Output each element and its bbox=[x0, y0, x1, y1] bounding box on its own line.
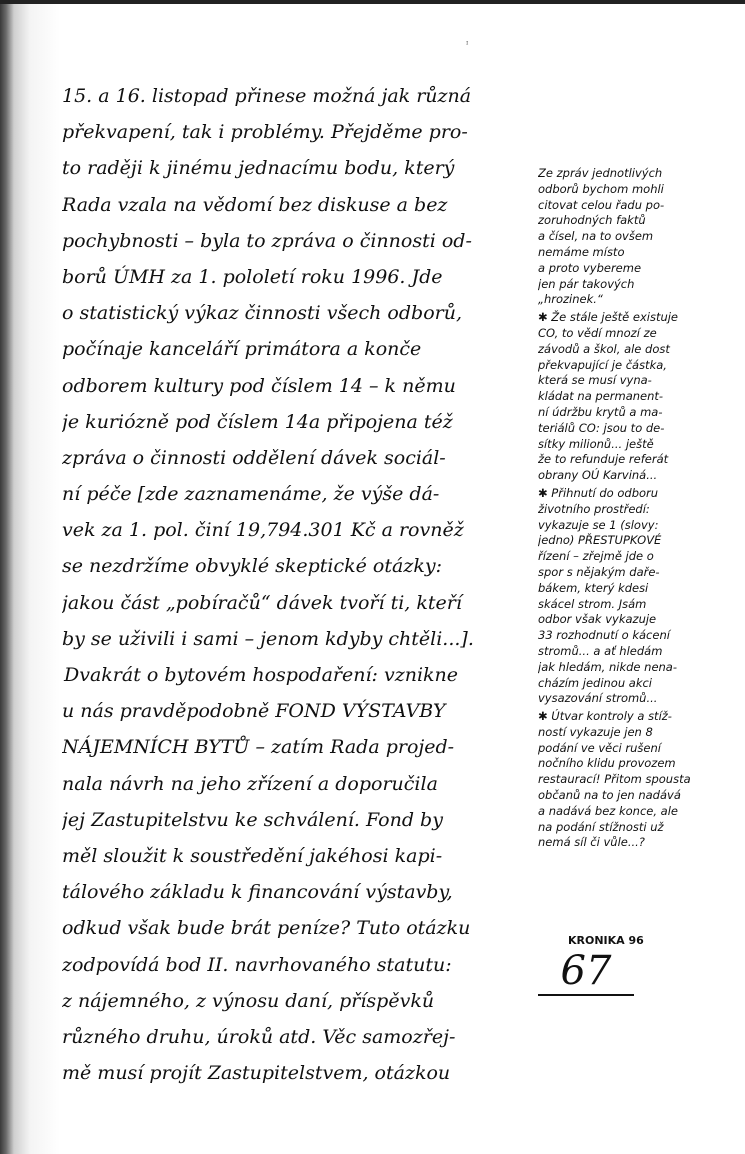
margin-note-line: vykazuje se 1 (slovy: bbox=[538, 517, 659, 532]
margin-note-line: řízení – zřejmě jde o bbox=[538, 549, 654, 564]
margin-note-line: cházím jedinou akci bbox=[538, 675, 653, 690]
margin-note-line: ✱ Přihnutí do odboru bbox=[538, 485, 659, 500]
margin-note-line: stromů... a ať hledám bbox=[538, 643, 663, 658]
margin-note-line: jedno) PŘESTUPKOVÉ bbox=[538, 533, 662, 548]
margin-note-line: a nadává bez konce, ale bbox=[538, 803, 678, 818]
main-text-line: jej Zastupitelstvu ke schválení. Fond by bbox=[62, 808, 443, 831]
margin-note-line: ✱ Útvar kontroly a stíž- bbox=[538, 709, 672, 724]
margin-note-line: sítky milionů... ještě bbox=[538, 436, 654, 451]
main-text-line: vek za 1. pol. činí 19,794.301 Kč a rovněž bbox=[62, 519, 464, 542]
main-text-line: ní péče [zde zaznamenáme, že výše dá- bbox=[62, 483, 440, 506]
main-text-line: odborem kultury pod číslem 14 – k němu bbox=[62, 374, 456, 397]
margin-note-line: odborů bychom mohli bbox=[538, 181, 664, 196]
margin-note-line: nemáme místo bbox=[538, 244, 625, 259]
margin-note-line: citovat celou řadu po- bbox=[538, 197, 665, 212]
main-text-line: nala návrh na jeho zřízení a doporučila bbox=[62, 772, 438, 795]
margin-note-line: občanů na to jen nadává bbox=[538, 788, 681, 803]
margin-note-line: ností vykazuje jen 8 bbox=[538, 724, 653, 739]
main-text-line: zpráva o činnosti oddělení dávek sociál- bbox=[62, 446, 446, 469]
margin-note-line: spor s nějakým daře- bbox=[538, 564, 660, 579]
page-number: 67 bbox=[538, 948, 634, 996]
margin-note-line: nočního klidu provozem bbox=[538, 756, 676, 771]
main-handwritten-text bbox=[62, 78, 530, 1091]
margin-note-line: bákem, který kdesi bbox=[538, 580, 649, 595]
main-text-line: je kuriózně pod číslem 14a připojena též bbox=[62, 410, 453, 433]
margin-note-line: restaurací! Přitom spousta bbox=[538, 772, 691, 787]
margin-note-line: překvapující je částka, bbox=[538, 357, 667, 372]
margin-note-line: 33 rozhodnutí o kácení bbox=[538, 628, 670, 643]
margin-note-line: kládat na permanent- bbox=[538, 389, 664, 404]
main-text-line: různého druhu, úroků atd. Věc samozřej- bbox=[62, 1025, 456, 1048]
main-text-line: měl sloužit k soustředění jakéhosi kapi- bbox=[62, 844, 443, 867]
main-text-line: borů ÚMH za 1. pololetí roku 1996. Jde bbox=[62, 265, 443, 288]
main-text-line: by se uživili i sami – jenom kdyby chtěli...]. bbox=[62, 627, 474, 650]
margin-note-line: Ze zpráv jednotlivých bbox=[538, 166, 663, 180]
margin-note-line: odbor však vykazuje bbox=[538, 612, 657, 627]
margin-note-line: ✱ Že stále ještě existuje bbox=[538, 310, 679, 325]
main-text-line: překvapení, tak i problémy. Přejděme pro- bbox=[62, 121, 468, 144]
margin-note-line: podání ve věci rušení bbox=[538, 740, 661, 755]
main-text-line: NÁJEMNÍCH BYTŮ – zatím Rada projed- bbox=[62, 736, 455, 759]
margin-note-line: jak hledám, nikde nena- bbox=[538, 659, 677, 674]
margin-note-line: CO, to vědí mnozí ze bbox=[538, 325, 657, 340]
margin-note-line: životního prostředí: bbox=[538, 501, 650, 516]
main-text-line: pochybnosti – byla to zpráva o činnosti od- bbox=[62, 229, 472, 252]
main-text-line: z nájemného, z výnosu daní, příspěvků bbox=[62, 989, 435, 1012]
main-text-line: mě musí projít Zastupitelstvem, otázkou bbox=[62, 1062, 451, 1085]
margin-note-line: jen pár takových bbox=[538, 276, 635, 291]
main-text-line: Rada vzala na vědomí bez diskuse a bez bbox=[62, 193, 448, 216]
main-text-line: o statistický výkaz činnosti všech odborů, bbox=[62, 302, 462, 325]
margin-note-line: na podání stížnosti už bbox=[538, 819, 664, 834]
margin-notes bbox=[538, 166, 738, 851]
main-text-line: u nás pravděpodobně FOND VÝSTAVBY bbox=[62, 700, 446, 723]
main-text-line: zodpovídá bod II. navrhovaného statutu: bbox=[62, 953, 452, 976]
pencil-mark: ᶦ bbox=[466, 38, 469, 51]
main-text-line: odkud však bude brát peníze? Tuto otázku bbox=[62, 917, 471, 940]
margin-note-line: která se musí vyna- bbox=[538, 373, 652, 388]
margin-note-line: vysazování stromů... bbox=[538, 691, 658, 706]
page-top-edge bbox=[0, 0, 745, 4]
main-text-line: počínaje kanceláří primátora a konče bbox=[62, 338, 422, 361]
margin-note-line: „hrozinek.“ bbox=[538, 292, 603, 307]
main-text-line: to raději k jinému jednacímu bodu, který bbox=[62, 157, 455, 180]
main-text-line: jakou část „pobíračů“ dávek tvoří ti, kteří bbox=[62, 591, 462, 614]
main-text-line: tálového základu k financování výstavby, bbox=[62, 881, 453, 904]
main-text-line: Dvakrát o bytovém hospodaření: vznikne bbox=[64, 664, 459, 686]
margin-note-line: závodů a škol, ale dost bbox=[538, 341, 670, 356]
margin-note-line: zoruhodných faktů bbox=[538, 213, 646, 228]
margin-note-line: skácel strom. Jsám bbox=[538, 596, 647, 611]
main-text-line: se nezdržíme obvyklé skeptické otázky: bbox=[62, 555, 442, 578]
chronicle-signature: KRONIKA 96 bbox=[568, 934, 644, 947]
margin-note-line: že to refunduje referát bbox=[538, 452, 669, 467]
margin-note-line: nemá síl či vůle...? bbox=[538, 835, 645, 850]
margin-note-line: obrany OÚ Karviná... bbox=[538, 468, 658, 483]
margin-note-line: ní údržbu krytů a ma- bbox=[538, 404, 663, 419]
margin-note-line: teriálů CO: jsou to de- bbox=[538, 420, 665, 435]
main-text-line: 15. a 16. listopad přinese možná jak různá bbox=[62, 85, 472, 107]
margin-note-line: a čísel, na to ovšem bbox=[538, 229, 654, 244]
margin-note-line: a proto vybereme bbox=[538, 260, 642, 275]
